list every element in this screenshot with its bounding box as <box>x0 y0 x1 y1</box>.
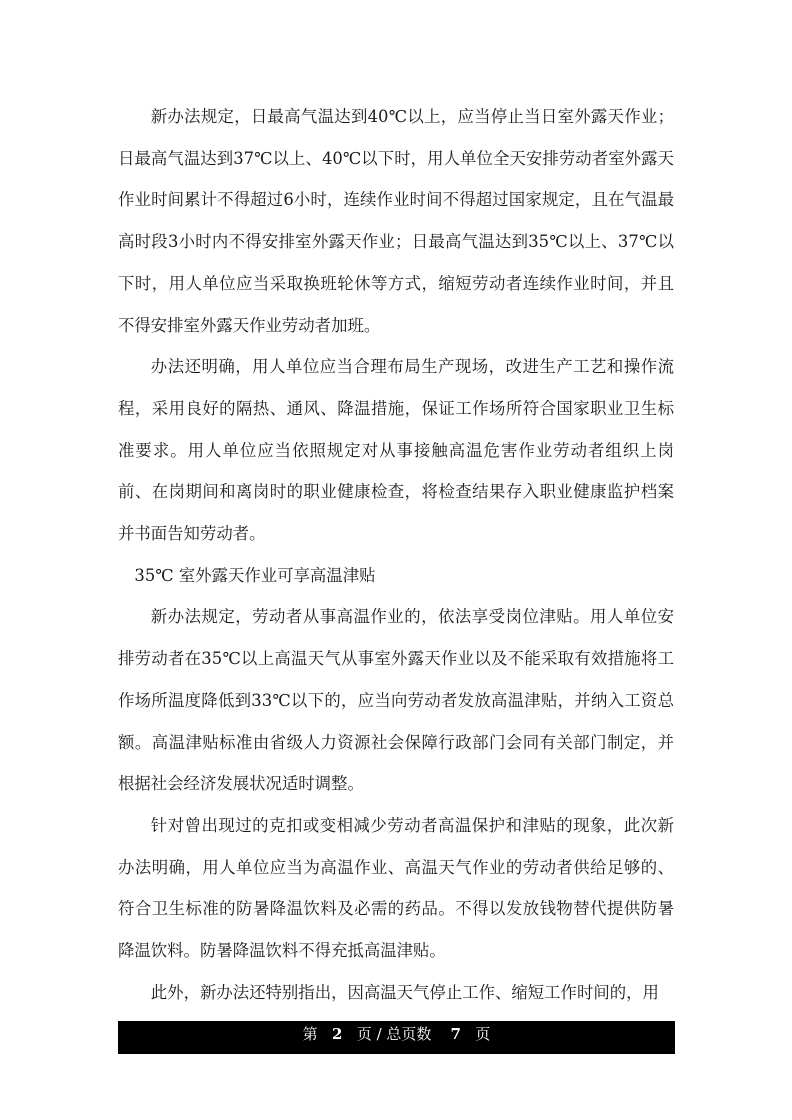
paragraph: 新办法规定，劳动者从事高温作业的，依法享受岗位津贴。用人单位安排劳动者在35℃以上高温天气从事室外露天作业以及不能采取有效措施将工作场所温度降低到33℃以下的，应当向劳动者发放高温津贴，并纳入工资总额。高温津贴标准由省级人力资源社会保障行政部门会同有关部门制定，并根据社会经济发展状况适时调整。 <box>118 607 674 794</box>
paragraph: 新办法规定，日最高气温达到40℃以上，应当停止当日室外露天作业；日最高气温达到37℃以上、40℃以下时，用人单位全天安排劳动者室外露天作业时间累计不得超过6小时，连续作业时间不得超过国家规定，且在气温最高时段3小时内不得安排室外露天作业；日最高气温达到35℃以上、37℃以下时，用人单位应当采取换班轮休等方式，缩短劳动者连续作业时间，并且不得安排室外露天作业劳动者加班。 <box>118 107 674 335</box>
paragraph: 办法还明确，用人单位应当合理布局生产现场，改进生产工艺和操作流程，采用良好的隔热、通风、降温措施，保证工作场所符合国家职业卫生标准要求。用人单位应当依照规定对从事接触高温危害作业劳动者组织上岗前、在岗期间和离岗时的职业健康检查，将检查结果存入职业健康监护档案并书面告知劳动者。 <box>118 357 674 544</box>
footer-suffix: 页 <box>475 1025 491 1043</box>
footer-middle: 页 / 总页数 <box>356 1025 432 1043</box>
document-body <box>118 96 674 1013</box>
current-page-number: 2 <box>332 1025 343 1043</box>
paragraph: 针对曾出现过的克扣或变相减少劳动者高温保护和津贴的现象，此次新办法明确，用人单位应当为高温作业、高温天气作业的劳动者供给足够的、符合卫生标准的防暑降温饮料及必需的药品。不得以发放钱物替代提供防暑降温饮料。防暑降温饮料不得充抵高温津贴。 <box>118 815 674 961</box>
section-heading: 35℃ 室外露天作业可享高温津贴 <box>134 565 376 585</box>
paragraph: 此外，新办法还特别指出，因高温天气停止工作、缩短工作时间的，用 <box>150 982 659 1002</box>
page-footer <box>118 1021 675 1054</box>
footer-prefix: 第 <box>302 1025 318 1043</box>
total-pages-number: 7 <box>450 1025 461 1043</box>
